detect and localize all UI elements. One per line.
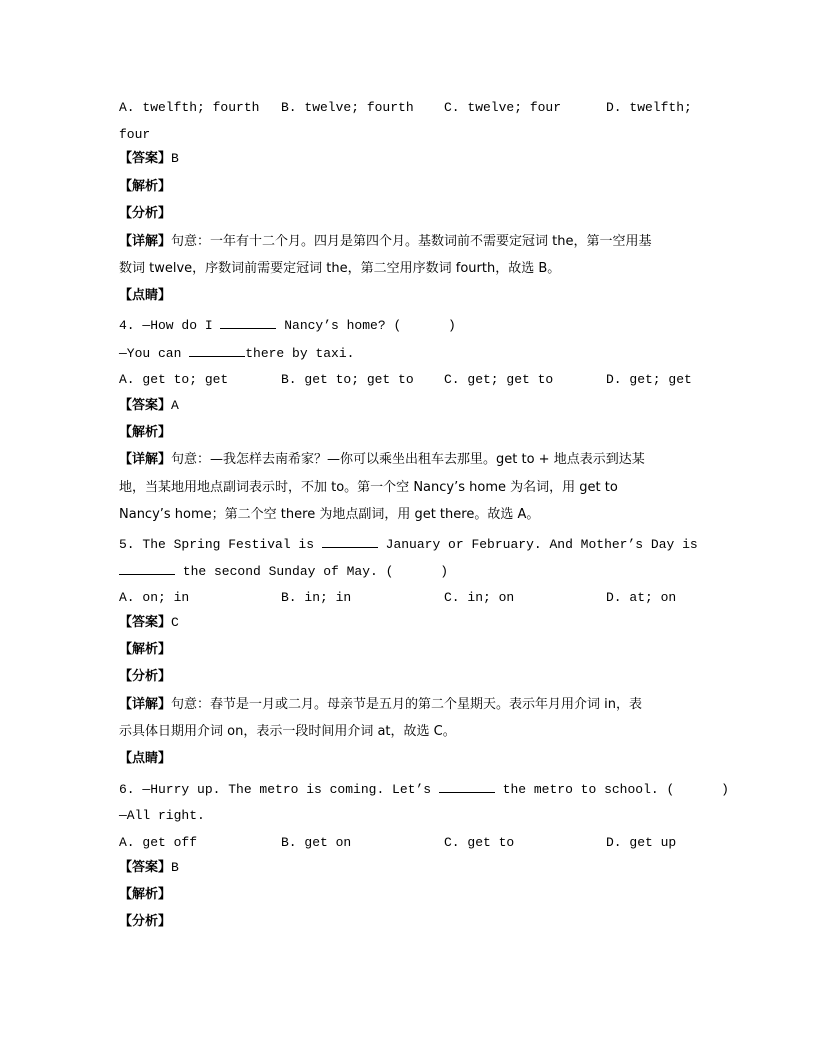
detail-text: 句意：春节是一月或二月。母亲节是五月的第二个星期天。表示年月用介词 in，表: [171, 697, 642, 712]
q3-option-a: A. twelfth; fourth: [119, 100, 260, 115]
answer-blank: [439, 780, 495, 793]
q5-detail: [119, 696, 642, 714]
q3-option-c: C. twelve; four: [444, 100, 562, 115]
q5-stem-text: 5. The Spring Festival is: [119, 537, 322, 552]
q5-option-c: C. in; on: [444, 590, 515, 605]
detail-text: 句意：一年有十二个月。四月是第四个月。基数词前不需要定冠词 the，第一空用基: [171, 234, 652, 249]
answer-value: C: [171, 615, 179, 630]
detail-label: 【详解】: [119, 697, 172, 712]
q4-option-d: D. get; get: [606, 372, 692, 387]
answer-label: 【答案】: [119, 151, 172, 166]
q3-detail-line2: 数词 twelve，序数词前需要定冠词 the，第二空用序数词 fourth，故选 B。: [119, 261, 561, 276]
detail-text: 句意：—我怎样去南希家？—你可以乘坐出租车去那里。get to + 地点表示到达某: [171, 452, 645, 467]
q6-stem-line1: [119, 780, 729, 799]
q5-fenxi-label: 【分析】: [119, 669, 172, 684]
answer-blank: [322, 535, 378, 548]
q6-option-b: B. get on: [281, 835, 352, 850]
detail-label: 【详解】: [119, 234, 172, 249]
q3-option-d: D. twelfth;: [606, 100, 692, 115]
q5-stem-text-end: January or February. And Mother’s Day is: [377, 537, 698, 552]
q5-dianjing-label: 【点睛】: [119, 751, 172, 766]
q6-option-c: C. get to: [444, 835, 515, 850]
q4-stem-text: 4. —How do I: [119, 318, 221, 333]
answer-value: A: [171, 398, 179, 413]
q4-option-b: B. get to; get to: [281, 372, 414, 387]
q5-answer: [119, 614, 179, 632]
q4-stem-line1: [119, 316, 456, 335]
q5-detail-line2: 示具体日期用介词 on，表示一段时间用介词 at，故选 C。: [119, 724, 456, 739]
q4-answer: [119, 397, 179, 415]
q5-analysis-label: 【解析】: [119, 642, 172, 657]
answer-blank: [220, 316, 276, 329]
q6-answer: [119, 859, 179, 877]
q6-option-d: D. get up: [606, 835, 677, 850]
answer-value: B: [171, 151, 179, 166]
q4-stem-line2: [119, 344, 354, 363]
q3-answer: [119, 150, 179, 168]
q5-stem-line1: [119, 535, 698, 554]
q3-analysis-label: 【解析】: [119, 179, 172, 194]
q4-stem-text-end: there by taxi.: [245, 346, 355, 361]
q5-option-a: A. on; in: [119, 590, 190, 605]
q4-stem-text: —You can: [119, 346, 190, 361]
q4-analysis-label: 【解析】: [119, 425, 172, 440]
q3-fenxi-label: 【分析】: [119, 206, 172, 221]
answer-blank: [189, 344, 245, 357]
q6-option-a: A. get off: [119, 835, 198, 850]
q4-detail: [119, 451, 645, 469]
answer-label: 【答案】: [119, 615, 172, 630]
q4-detail-line3: Nancy’s home；第二个空 there 为地点副词，用 get there。故选 A。: [119, 507, 540, 522]
q5-stem-text-end: the second Sunday of May. ( ): [175, 564, 449, 579]
q4-option-c: C. get; get to: [444, 372, 554, 387]
answer-blank: [119, 562, 175, 575]
answer-value: B: [171, 860, 179, 875]
q3-detail: [119, 233, 651, 251]
q5-option-b: B. in; in: [281, 590, 352, 605]
q3-dianjing-label: 【点睛】: [119, 288, 172, 303]
q6-analysis-label: 【解析】: [119, 887, 172, 902]
q4-stem-text-end: Nancy’s home? ( ): [276, 318, 456, 333]
q6-stem-text-end: the metro to school. ( ): [494, 782, 729, 797]
q6-stem-line2: —All right.: [119, 808, 205, 823]
answer-label: 【答案】: [119, 860, 172, 875]
q5-option-d: D. at; on: [606, 590, 677, 605]
answer-label: 【答案】: [119, 398, 172, 413]
q4-detail-line2: 地，当某地用地点副词表示时，不加 to。第一个空 Nancy’s home 为名词，用 get to: [119, 480, 618, 495]
q3-option-b: B. twelve; fourth: [281, 100, 414, 115]
q4-option-a: A. get to; get: [119, 372, 229, 387]
detail-label: 【详解】: [119, 452, 172, 467]
q3-option-d-continued: four: [119, 127, 151, 142]
q5-stem-line2: [119, 562, 448, 581]
q6-stem-text: 6. —Hurry up. The metro is coming. Let’s: [119, 782, 439, 797]
q6-fenxi-label: 【分析】: [119, 914, 172, 929]
